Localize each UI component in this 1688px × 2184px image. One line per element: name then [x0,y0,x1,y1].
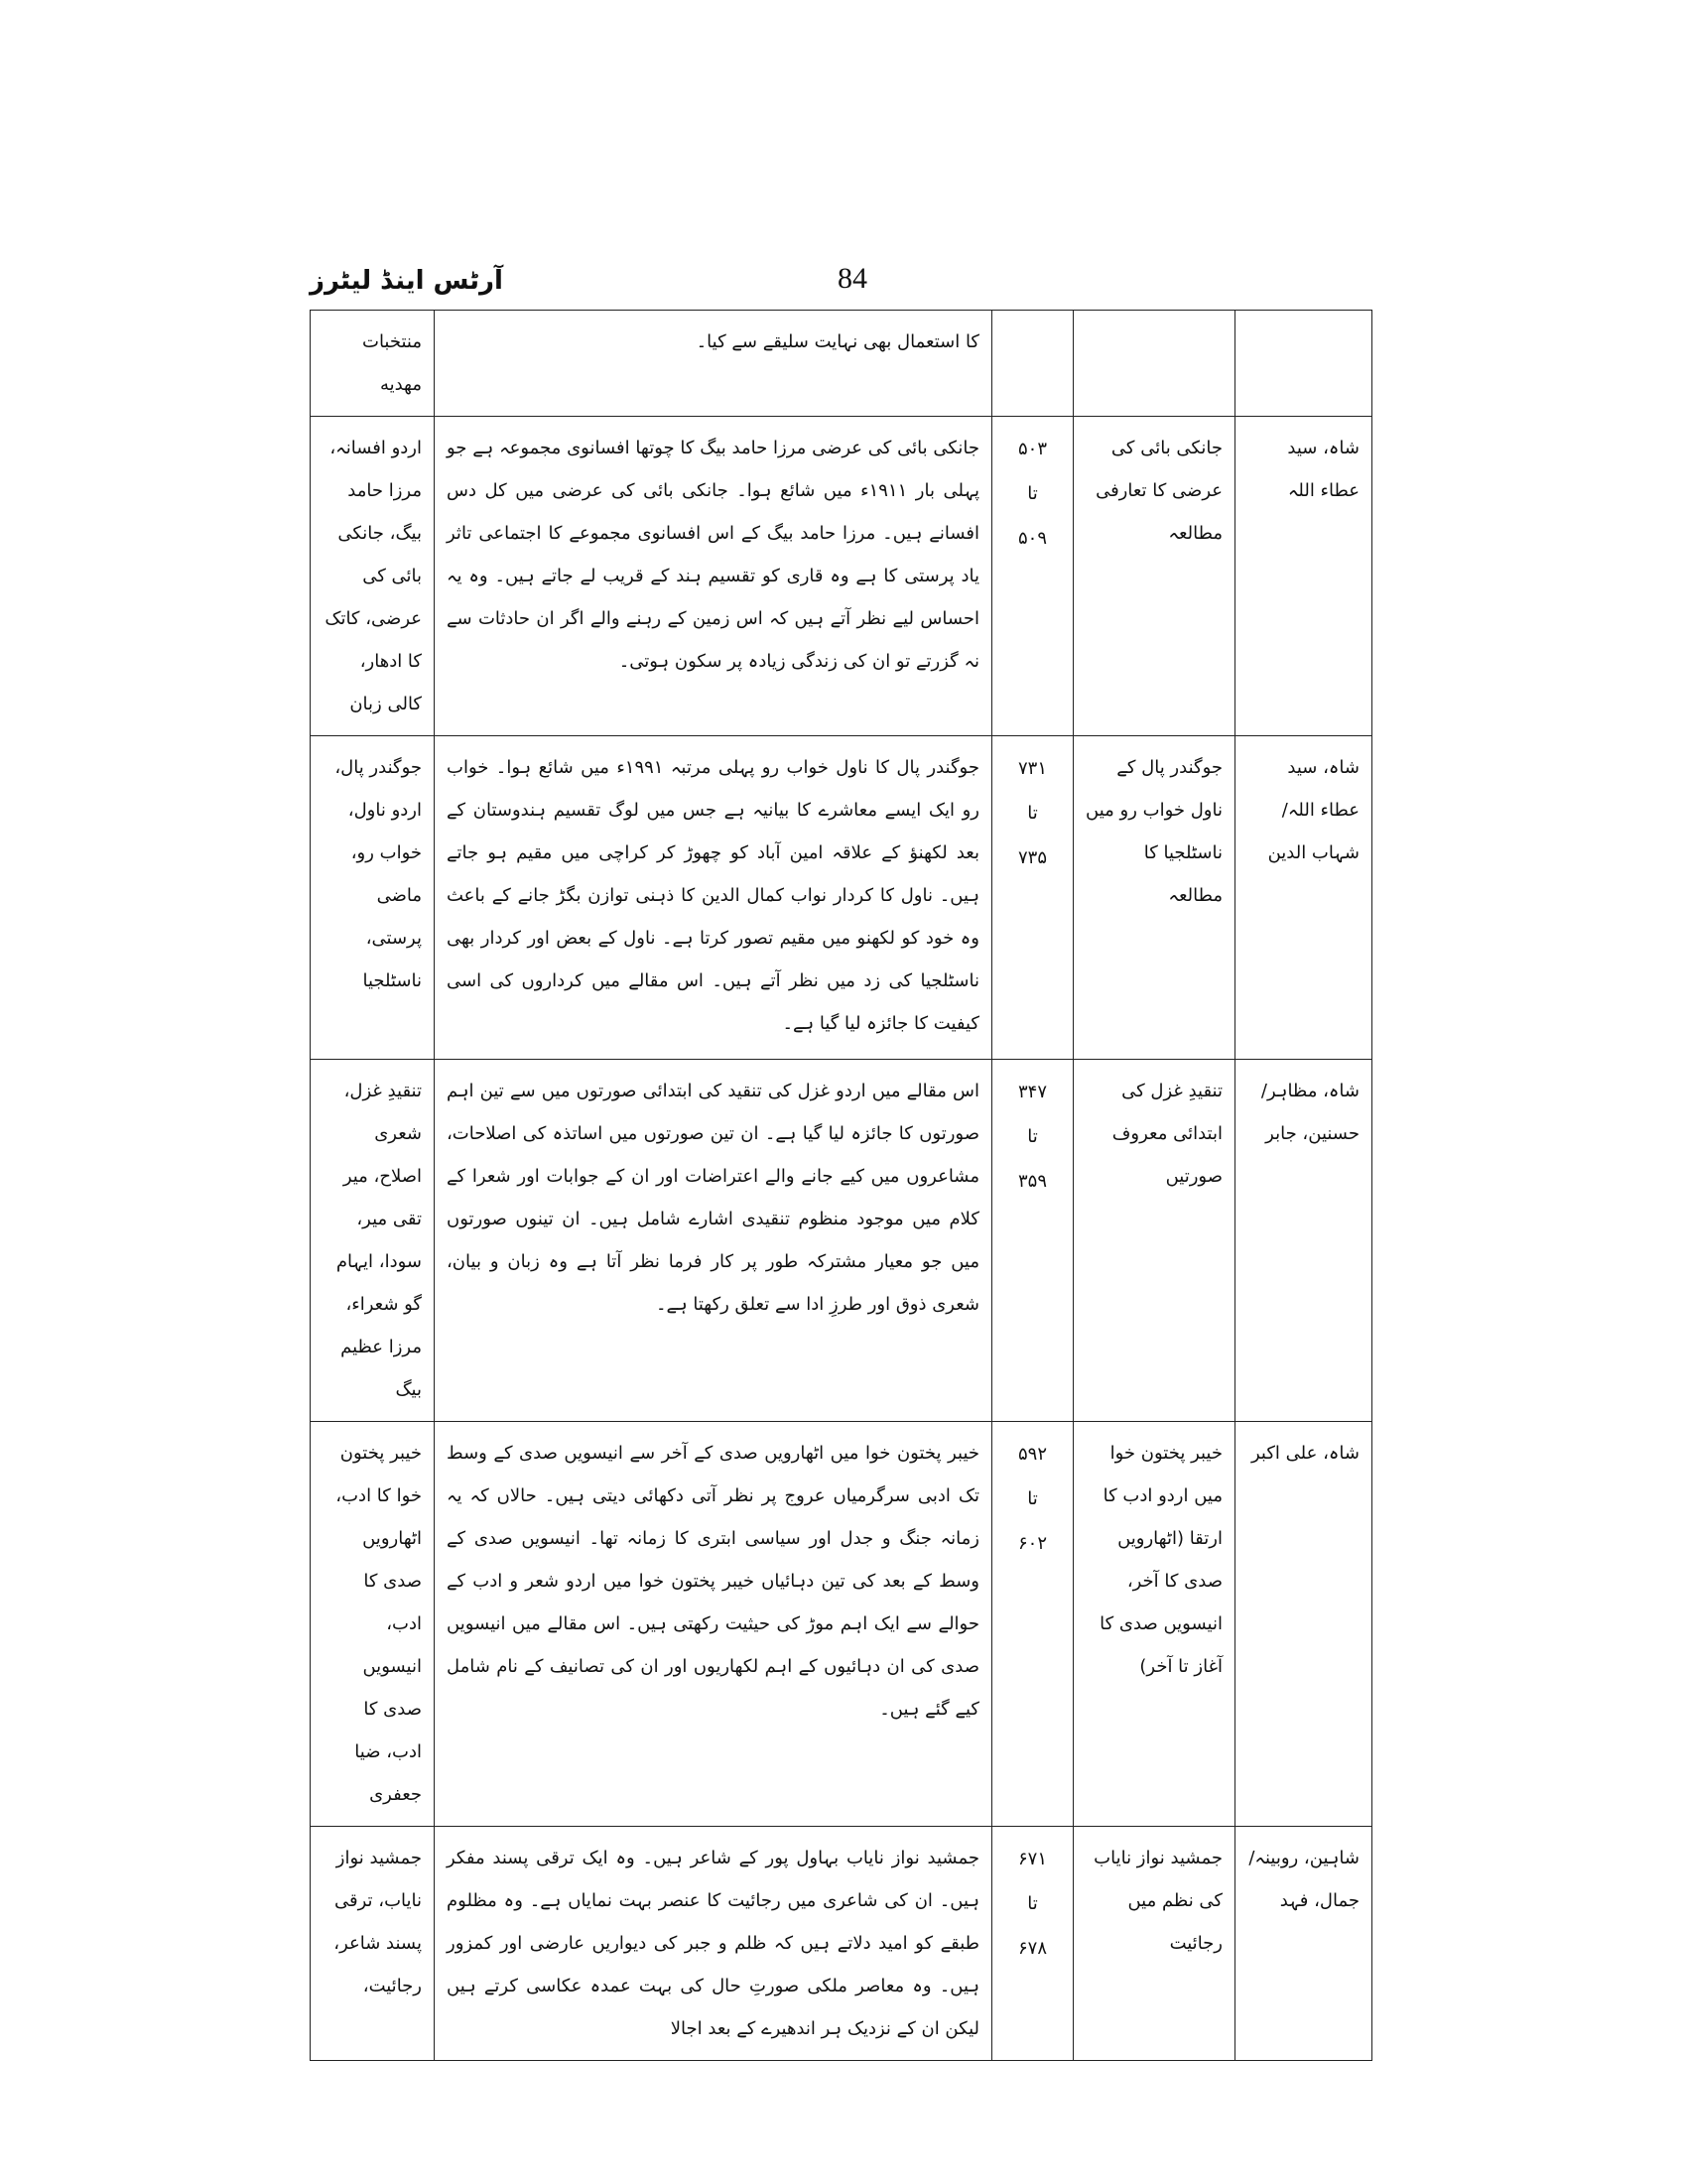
table-body [311,311,1372,2061]
abstract-cell: اس مقالے میں اردو غزل کی تنقید کی ابتدائی صورتوں میں سے تین اہم صورتوں کا جائزہ لیا گیا ہے۔ ان تین صورتوں میں اساتذہ کی اصلاحات، مشاعروں میں کیے جانے والے اعتراضات اور ان کے جوابات اور شعرا کے کلام میں موجود منظوم تنقیدی اشارے شامل ہیں۔ ان تینوں صورتوں میں جو معیار مشترکہ طور پر کار فرما نظر آتا ہے وہ زبان و بیان، شعری ذوق اور طرزِ ادا سے تعلق رکھتا ہے۔ [435,1060,992,1422]
title-cell: جانکی بائی کی عرضی کا تعارفی مطالعہ [1074,417,1235,736]
title-cell: خیبر پختون خوا میں اردو ادب کا ارتقا (اٹھارویں صدی کا آخر، انیسویں صدی کا آغاز تا آخر) [1074,1422,1235,1827]
title-cell: جمشید نواز نایاب کی نظم میں رجائیت [1074,1827,1235,2061]
pages-cell [992,1827,1074,2061]
page-header [310,262,1371,306]
abstract-continuation: کا استعمال بھی نہایت سلیقے سے کیا۔ [435,311,992,417]
bibliography-table [310,310,1372,2061]
page-range-part: تا [1027,1893,1038,1914]
page-range-part: تا [1027,1488,1038,1509]
page-number: 84 [838,262,867,295]
table-row [311,1060,1372,1422]
page-range-part: ۷۳۵ [1017,847,1047,868]
keywords-header: منتخبات مهدیه [311,311,435,417]
journal-title: آرٹس اینڈ لیٹرز [310,266,503,296]
page-range-part: تا [1027,803,1038,824]
page-range-part: تا [1027,1126,1038,1147]
author-cell [1235,311,1372,417]
abstract-cell: جانکی بائی کی عرضی مرزا حامد بیگ کا چوتھا افسانوی مجموعہ ہے جو پہلی بار ۱۹۱۱ء میں شائع ہوا۔ جانکی بائی کی عرضی میں کل دس افسانے ہیں۔ مرزا حامد بیگ کے اس افسانوی مجموعے کا اجتماعی تاثر یاد پرستی کا ہے وہ قاری کو تقسیم ہند کے قریب لے جاتے ہیں۔ وہ یہ احساس لیے نظر آتے ہیں کہ اس زمین کے رہنے والے اگر ان حادثات سے نہ گزرتے تو ان کی زندگی زیادہ پر سکون ہوتی۔ [435,417,992,736]
pages-cell [992,1422,1074,1827]
pages-cell [992,1060,1074,1422]
keywords-cell: خیبر پختون خوا کا ادب، اٹھارویں صدی کا ادب، انیسویں صدی کا ادب، ضیا جعفری [311,1422,435,1827]
author-cell: شاہ، مظاہر/ حسنین، جابر [1235,1060,1372,1422]
table-row-continuation [311,311,1372,417]
keywords-cell: اردو افسانہ، مرزا حامد بیگ، جانکی بائی کی عرضی، کاتک کا ادھار، کالی زبان [311,417,435,736]
page-range-part: ۶۷۱ [1017,1849,1047,1869]
author-cell: شاہین، روبینہ/ جمال، فہد [1235,1827,1372,2061]
page-range-part: ۵۰۹ [1017,528,1047,549]
abstract-cell: خیبر پختون خوا میں اٹھارویں صدی کے آخر سے انیسویں صدی کے وسط تک ادبی سرگرمیاں عروج پر نظر آتی دکھائی دیتی ہیں۔ حالاں کہ یہ زمانہ جنگ و جدل اور سیاسی ابتری کا زمانہ تھا۔ انیسویں صدی کے وسط کے بعد کی تین دہائیاں خیبر پختون خوا میں اردو شعر و ادب کے حوالے سے ایک اہم موڑ کی حیثیت رکھتی ہیں۔ اس مقالے میں انیسویں صدی کی ان دہائیوں کے اہم لکھاریوں اور ان کی تصانیف کے نام شامل کیے گئے ہیں۔ [435,1422,992,1827]
pages-cell [992,417,1074,736]
table-row [311,1827,1372,2061]
pages-cell [992,736,1074,1060]
page-range-part: ۵۰۳ [1017,439,1047,459]
keywords-cell: تنقیدِ غزل، شعری اصلاح، میر تقی میر، سودا، ایہام گو شعراء، مرزا عظیم بیگ [311,1060,435,1422]
abstract-cell: جمشید نواز نایاب بہاول پور کے شاعر ہیں۔ وہ ایک ترقی پسند مفکر ہیں۔ ان کی شاعری میں رجائیت کا عنصر بہت نمایاں ہے۔ وہ مظلوم طبقے کو امید دلاتے ہیں کہ ظلم و جبر کی دیواریں عارضی اور کمزور ہیں۔ وہ معاصر ملکی صورتِ حال کی بہت عمدہ عکاسی کرتے ہیں لیکن ان کے نزدیک ہر اندھیرے کے بعد اجالا [435,1827,992,2061]
page-range-part: ۳۵۹ [1017,1171,1047,1192]
title-cell: جوگندر پال کے ناول خواب رو میں ناسٹلجیا کا مطالعہ [1074,736,1235,1060]
pages-cell [992,311,1074,417]
page-range-part: ۳۴۷ [1017,1082,1047,1102]
table-row [311,1422,1372,1827]
keywords-cell: جوگندر پال، اردو ناول، خواب رو، ماضی پرستی، ناسٹلجیا [311,736,435,1060]
page-range-part: ۷۳۱ [1017,758,1047,779]
keywords-cell: جمشید نواز نایاب، ترقی پسند شاعر، رجائیت، [311,1827,435,2061]
title-cell: تنقیدِ غزل کی ابتدائی معروف صورتیں [1074,1060,1235,1422]
author-cell: شاہ، سید عطاء اللہ [1235,417,1372,736]
page-range-part: تا [1027,483,1038,504]
page-range-part: ۶۷۸ [1017,1938,1047,1959]
abstract-cell: جوگندر پال کا ناول خواب رو پہلی مرتبہ ۱۹۹۱ء میں شائع ہوا۔ خواب رو ایک ایسے معاشرے کا بیانیہ ہے جس میں لوگ تقسیم ہندوستان کے بعد لکھنؤ کے علاقہ امین آباد کو چھوڑ کر کراچی میں مقیم ہو جاتے ہیں۔ ناول کا کردار نواب کمال الدین کا ذہنی توازن بگڑ جانے کے باعث وہ خود کو لکھنو میں مقیم تصور کرتا ہے۔ ناول کے بعض اور کردار بھی ناسٹلجیا کی زد میں نظر آتے ہیں۔ اس مقالے میں کرداروں کی اسی کیفیت کا جائزہ لیا گیا ہے۔ [435,736,992,1060]
author-cell: شاہ، سید عطاء اللہ/ شہاب الدین [1235,736,1372,1060]
table-row [311,736,1372,1060]
author-cell: شاہ، علی اکبر [1235,1422,1372,1827]
table-row [311,417,1372,736]
title-cell [1074,311,1235,417]
page-range-part: ۶۰۲ [1017,1533,1047,1554]
page-range-part: ۵۹۲ [1017,1444,1047,1465]
